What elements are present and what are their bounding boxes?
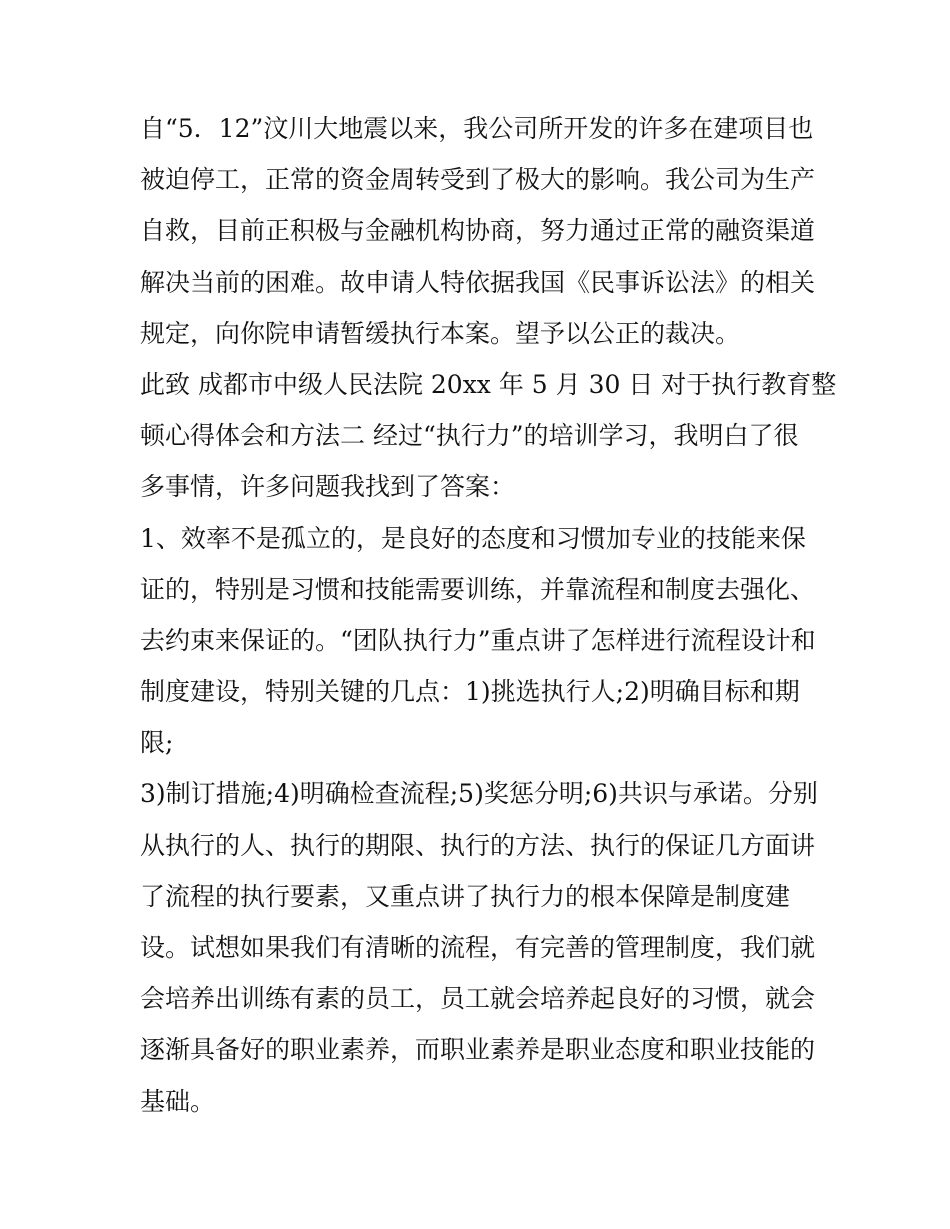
text-line: 证的，特别是习惯和技能需要训练，并靠流程和制度去强化、 xyxy=(140,574,816,604)
text-line: 去约束来保证的。“团队执行力”重点讲了怎样进行流程设计和 xyxy=(140,625,816,655)
text-line: 规定，向你院申请暂缓执行本案。望予以公正的裁决。 xyxy=(140,318,741,348)
text-line: 从执行的人、执行的期限、执行的方法、执行的保证几方面讲 xyxy=(140,830,816,860)
text-line: 多事情，许多问题我找到了答案： xyxy=(140,472,516,502)
text-line: 制度建设，特别关键的几点：1)挑选执行人;2)明确目标和期 xyxy=(140,677,800,707)
text-line: 自救，目前正积极与金融机构协商，努力通过正常的融资渠道 xyxy=(140,216,816,246)
text-line: 此致 成都市中级人民法院 20xx 年 5 月 30 日 对于执行教育整 xyxy=(140,369,837,399)
text-line: 限; xyxy=(140,728,174,758)
text-line: 3)制订措施;4)明确检查流程;5)奖惩分明;6)共识与承诺。分别 xyxy=(140,779,818,809)
text-line: 设。试想如果我们有清晰的流程，有完善的管理制度，我们就 xyxy=(140,933,816,962)
text-line: 基础。 xyxy=(140,1086,216,1116)
text-line: 解决当前的困难。故申请人特依据我国《民事诉讼法》的相关 xyxy=(140,267,816,297)
text-line: 会培养出训练有素的员工，员工就会培养起良好的习惯，就会 xyxy=(140,984,816,1014)
text-line: 1、效率不是孤立的，是良好的态度和习惯加专业的技能来保 xyxy=(140,523,806,553)
text-line: 了流程的执行要素，又重点讲了执行力的根本保障是制度建 xyxy=(140,881,791,911)
text-line: 顿心得体会和方法二 经过“执行力”的培训学习，我明白了很 xyxy=(140,421,799,451)
text-line: 逐渐具备好的职业素养，而职业素养是职业态度和职业技能的 xyxy=(140,1035,816,1065)
body-text xyxy=(140,103,837,1127)
text-line: 被迫停工，正常的资金周转受到了极大的影响。我公司为生产 xyxy=(140,165,816,195)
text-line: 自“5．12”汶川大地震以来，我公司所开发的许多在建项目也 xyxy=(140,114,814,143)
